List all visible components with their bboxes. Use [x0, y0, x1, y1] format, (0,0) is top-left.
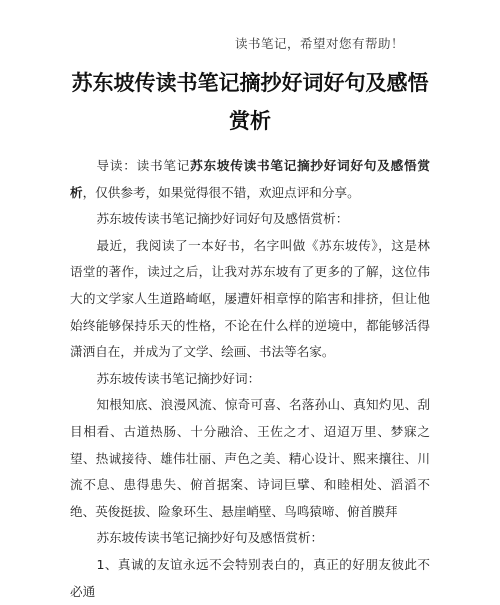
- intro-paragraph: [70, 153, 430, 206]
- review-paragraph: 最近，我阅读了一本好书，名字叫做《苏东坡传》，这是林语堂的著作，读过之后，让我对苏东坡有了更多的了解，这位伟大的文学家人生道路崎岖，屡遭奸相章惇的陷害和排挤，但让他始终能够保持乐天的性格，不论在什么样的逆境中，都能够活得潇洒自在，并成为了文学、绘画、书法等名家。: [70, 237, 430, 360]
- sentence-item-1: 1、真诚的友谊永远不会特别表白的，真正的好朋友彼此不必通: [70, 556, 430, 599]
- section-heading-review: 苏东坡传读书笔记摘抄好词好句及感悟赏析：: [96, 211, 349, 227]
- document-title: 苏东坡传读书笔记摘抄好词好句及感悟赏析: [71, 71, 429, 133]
- intro-bold-title: 苏东坡传读书笔记摘抄好词好句及感悟赏析: [70, 158, 431, 200]
- section-heading-sentences: 苏东坡传读书笔记摘抄好句及感悟赏析：: [96, 530, 324, 546]
- section-heading-words: 苏东坡传读书笔记摘抄好词：: [96, 370, 261, 386]
- intro-prefix: 导读：读书笔记: [96, 158, 191, 173]
- words-paragraph: 知根知底、浪漫风流、惊奇可喜、名落孙山、真知灼见、刮目相看、古道热肠、十分融洽、王佐之才、迢迢万里、梦寐之望、热诚接待、雄伟壮丽、声色之美、精心设计、熙来攘往、川流不息、患得患失、俯首据案、诗词巨擘、和睦相处、滔滔不绝、英俊挺拔、险象环生、悬崖峭壁、鸟鸣猿啼、俯首膜拜: [70, 397, 430, 519]
- header-note: 读书笔记，希望对您有帮助！: [234, 36, 404, 51]
- document-body: [70, 153, 430, 605]
- intro-suffix: ，仅供参考，如果觉得很不错，欢迎点评和分享。: [82, 184, 360, 200]
